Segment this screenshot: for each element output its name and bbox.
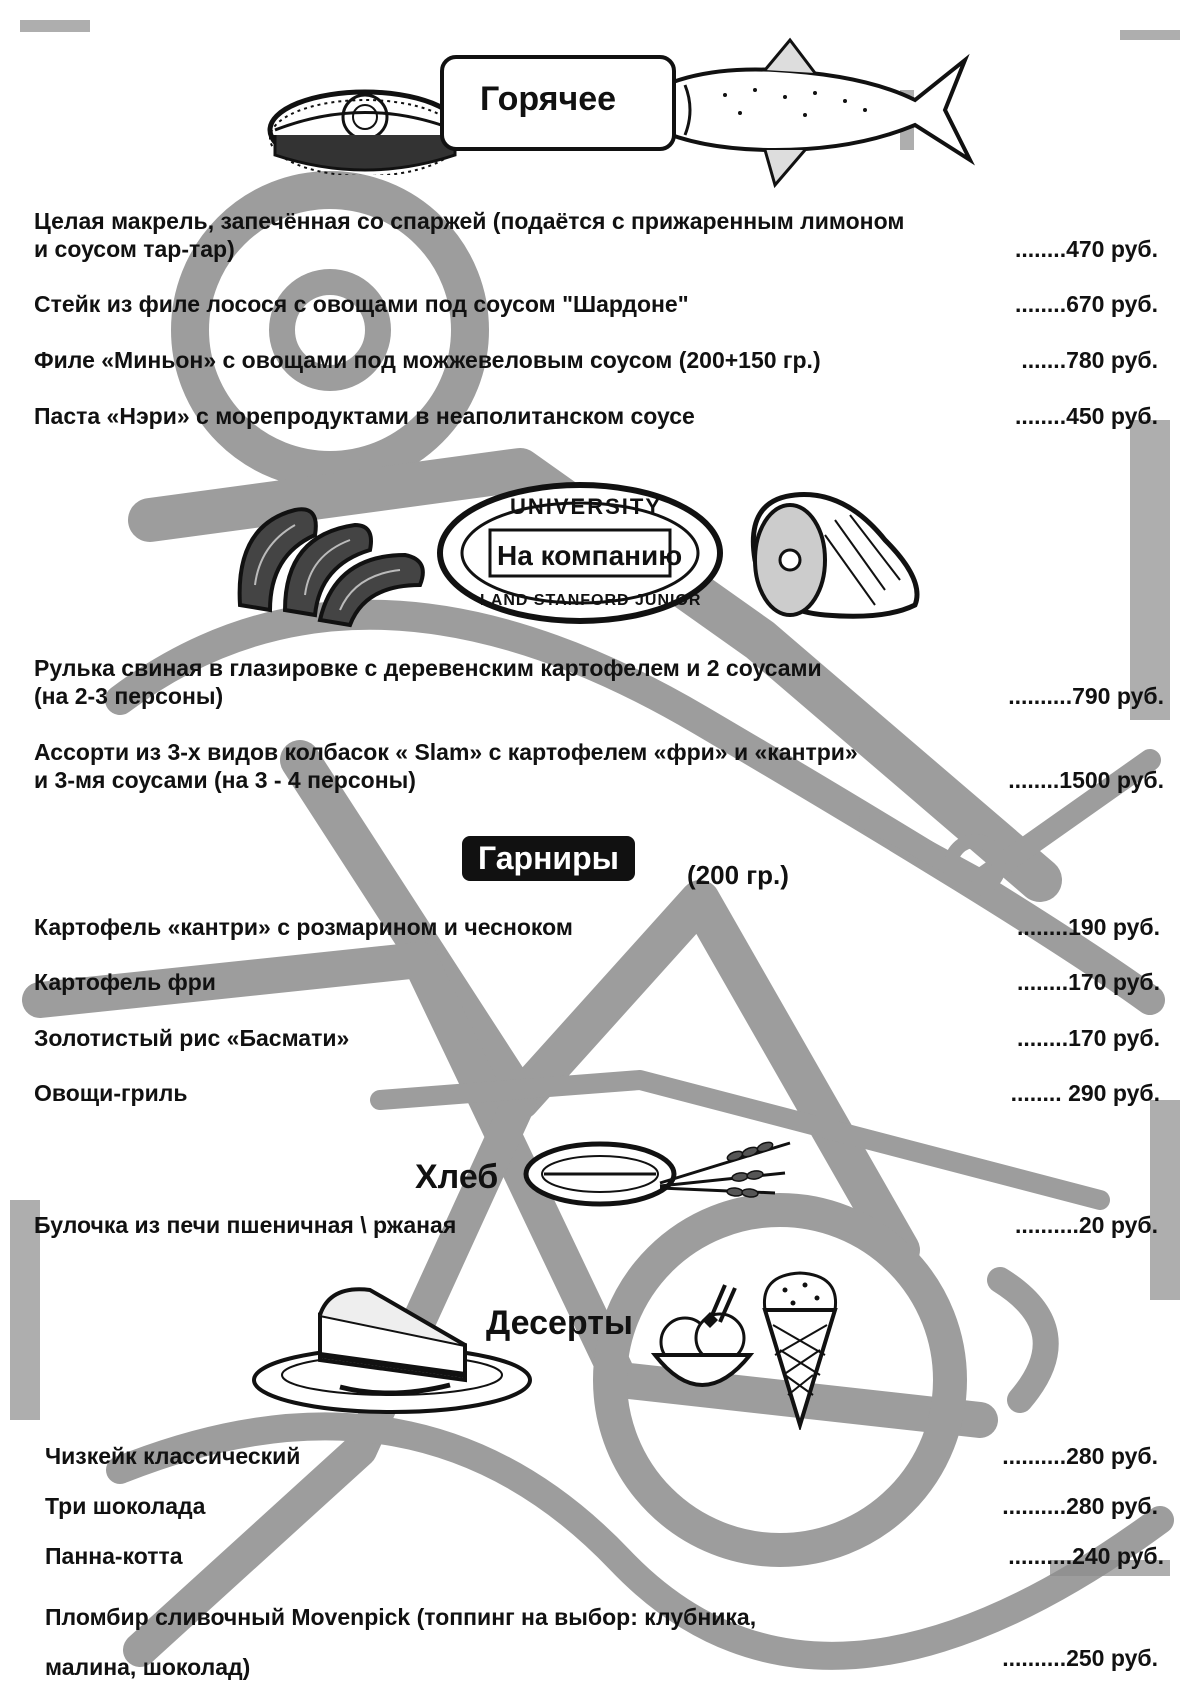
menu-item-three-chocolates: Три шоколада (45, 1493, 206, 1519)
menu-item-price: ........450 руб. (1014, 403, 1158, 429)
menu-item-panna-cotta: Панна-котта (45, 1543, 183, 1569)
menu-item-name-line1: Ассорти из 3-х видов колбасок « Slam» с картофелем «фри» и «кантри» (34, 739, 858, 765)
menu-item-pasta-neri: Паста «Нэри» с морепродуктами в неаполитанском соусе (34, 403, 695, 429)
menu-item-name-line1: Рулька свиная в глазировке с деревенским картофелем и 2 соусами (34, 655, 822, 681)
ice-cream-cone-icon (755, 1265, 845, 1430)
menu-item-price: ........170 руб. (1016, 1025, 1160, 1051)
stamp-bottom-text: LAND STANFORD JUNIOR (480, 592, 702, 609)
menu-item-fries: Картофель фри (34, 969, 216, 995)
wheat-icon (655, 1128, 795, 1200)
menu-item-name-line2: малина, шоколад) (45, 1654, 251, 1680)
menu-item-filet-mignon: Филе «Миньон» с овощами под можжевеловым соусом (200+150 гр.) (34, 347, 821, 373)
menu-item-pork-knuckle (34, 654, 954, 710)
menu-item-movenpick-ice-cream (45, 1592, 905, 1692)
menu-item-price: ........1500 руб. (1008, 767, 1164, 793)
menu-item-price: ..........20 руб. (1014, 1212, 1158, 1238)
menu-item-price: ........190 руб. (1016, 914, 1160, 940)
menu-item-cheesecake: Чизкейк классический (45, 1443, 301, 1469)
menu-item-price: ........470 руб. (1014, 236, 1158, 262)
menu-item-price: ..........280 руб. (1002, 1493, 1158, 1519)
menu-item-price: ........170 руб. (1016, 969, 1160, 995)
menu-item-price: .......780 руб. (1021, 347, 1158, 373)
menu-item-name-line2: и соусом тар-тар) (34, 236, 235, 262)
menu-item-price: ..........790 руб. (1008, 683, 1164, 709)
section-title-company: На компанию (497, 540, 683, 571)
menu-item-price: ........ 290 руб. (1010, 1080, 1160, 1106)
stamp-top-text: UNIVERSITY (510, 494, 663, 519)
ice-cream-bowl-icon (650, 1280, 755, 1410)
section-title-bread: Хлеб (415, 1158, 499, 1196)
menu-item-sausage-assorted (34, 738, 954, 794)
menu-item-salmon-steak: Стейк из филе лосося с овощами под соусом "Шардоне" (34, 291, 689, 317)
section-title-sides: Гарниры (462, 836, 635, 881)
salmon-steak-icon (265, 75, 465, 175)
cheesecake-icon (250, 1275, 535, 1415)
menu-item-name-line1: Пломбир сливочный Movenpick (топпинг на выбор: клубника, (45, 1604, 757, 1630)
menu-item-mackerel (34, 207, 994, 263)
section-title-desserts: Десерты (486, 1304, 633, 1342)
menu-item-grilled-vegetables: Овощи-гриль (34, 1080, 188, 1106)
menu-item-price: ..........240 руб. (1008, 1543, 1164, 1569)
menu-item-name-line2: (на 2-3 персоны) (34, 683, 224, 709)
menu-item-price: ........670 руб. (1014, 291, 1158, 317)
menu-item-name-line2: и 3-мя соусами (на 3 - 4 персоны) (34, 767, 416, 793)
menu-item-basmati-rice: Золотистый рис «Басмати» (34, 1025, 350, 1051)
menu-item-country-potatoes: Картофель «кантри» с розмарином и чесноком (34, 914, 573, 940)
section-title-hot: Горячее (480, 80, 617, 118)
sides-portion-note: (200 гр.) (687, 860, 789, 890)
menu-item-price: ..........280 руб. (1002, 1443, 1158, 1469)
menu-item-price: ..........250 руб. (1002, 1645, 1158, 1671)
menu-item-name-line1: Целая макрель, запечённая со спаржей (подаётся с прижаренным лимоном (34, 208, 905, 234)
menu-item-bread-roll: Булочка из печи пшеничная \ ржаная (34, 1212, 457, 1238)
sausages-icon (225, 495, 435, 630)
ham-icon (735, 480, 935, 625)
